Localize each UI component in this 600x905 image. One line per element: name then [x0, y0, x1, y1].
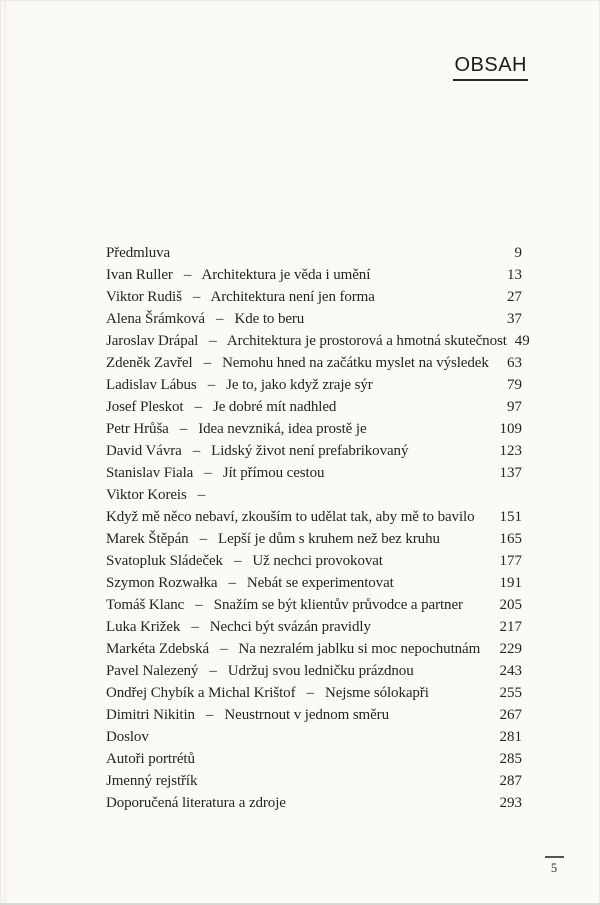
- toc-entry-text: Viktor Rudiš – Architektura není jen forma: [106, 289, 375, 305]
- toc-entry-page: 49: [514, 333, 530, 349]
- toc-entry-page: 177: [499, 553, 522, 569]
- toc-row: [106, 748, 522, 770]
- toc-entry-text: Jmenný rejstřík: [106, 773, 198, 789]
- toc-entry-page: 217: [499, 619, 522, 635]
- toc-row: [106, 594, 522, 616]
- toc-entry-page: 285: [499, 751, 522, 767]
- toc-entry-text: Pavel Nalezený – Udržuj svou ledničku prázdnou: [106, 663, 414, 679]
- toc-entry-page: 255: [499, 685, 522, 701]
- toc-row: [106, 484, 522, 506]
- toc-entry-text: Doporučená literatura a zdroje: [106, 795, 286, 811]
- toc-entry-text: Autoři portrétů: [106, 751, 195, 767]
- toc-entry-page: 267: [499, 707, 522, 723]
- toc-row: [106, 792, 522, 814]
- toc-entry-text: Viktor Koreis –: [106, 487, 206, 503]
- toc-entry-page: 9: [514, 245, 522, 261]
- toc-entry-text: Josef Pleskot – Je dobré mít nadhled: [106, 399, 337, 415]
- toc-entry-text: Alena Šrámková – Kde to beru: [106, 311, 305, 327]
- toc-entry-page: 243: [499, 663, 522, 679]
- toc-entry-text: Markéta Zdebská – Na nezralém jablku si moc nepochutnám: [106, 641, 481, 657]
- toc-entry-page: 137: [499, 465, 522, 481]
- toc-entry-text: Szymon Rozwałka – Nebát se experimentovat: [106, 575, 394, 591]
- toc-row: [106, 550, 522, 572]
- toc-row: [106, 528, 522, 550]
- toc-entry-page: 281: [499, 729, 522, 745]
- footer-rule: [545, 856, 564, 858]
- toc-row: [106, 704, 522, 726]
- toc-row: [106, 242, 522, 264]
- toc-entry-text: Tomáš Klanc – Snažím se být klientův průvodce a partner: [106, 597, 463, 613]
- toc-entry-text: Ivan Ruller – Architektura je věda i umění: [106, 267, 371, 283]
- toc-entry-page: 79: [507, 377, 522, 393]
- toc-row: [106, 286, 522, 308]
- toc-entry-page: 229: [499, 641, 522, 657]
- page-number: 5: [550, 861, 558, 875]
- toc-row: [106, 616, 522, 638]
- toc-entry-page: 27: [507, 289, 522, 305]
- toc-entry-text: Ondřej Chybík a Michal Krištof – Nejsme sólokapři: [106, 685, 429, 701]
- toc-entry-page: 165: [499, 531, 522, 547]
- toc-entry-page: 205: [499, 597, 522, 613]
- toc-entry-text: Doslov: [106, 729, 149, 745]
- toc-row: [106, 374, 522, 396]
- toc-entry-page: 191: [499, 575, 522, 591]
- toc-row: [106, 308, 522, 330]
- toc-entry-text: Předmluva: [106, 245, 171, 261]
- toc-row: [106, 440, 522, 462]
- toc-entry-text: Dimitri Nikitin – Neustrnout v jednom směru: [106, 707, 389, 723]
- toc-entry-text: Stanislav Fiala – Jít přímou cestou: [106, 465, 325, 481]
- toc-row: [106, 418, 522, 440]
- toc-entry-page: 287: [499, 773, 522, 789]
- toc-entry-text: Ladislav Lábus – Je to, jako když zraje sýr: [106, 377, 373, 393]
- toc-entry-text: Zdeněk Zavřel – Nemohu hned na začátku myslet na výsledek: [106, 355, 489, 371]
- toc-row: [106, 330, 530, 352]
- toc-row: [106, 462, 522, 484]
- toc-row: [106, 638, 522, 660]
- toc-entry-text: Marek Štěpán – Lepší je dům s kruhem než bez kruhu: [106, 531, 440, 547]
- toc-row: [106, 726, 522, 748]
- toc-row: [106, 682, 522, 704]
- toc-entry-text: Svatopluk Sládeček – Už nechci provokovat: [106, 553, 383, 569]
- toc-entry-page: 109: [499, 421, 522, 437]
- page-footer: [543, 856, 565, 875]
- toc-entry-page: 13: [507, 267, 522, 283]
- page-title: OBSAH: [453, 55, 528, 81]
- toc-entry-text: David Vávra – Lidský život není prefabrikovaný: [106, 443, 409, 459]
- toc-entry-text: Když mě něco nebaví, zkouším to udělat tak, aby mě to bavilo: [106, 509, 475, 525]
- toc-entry-page: 97: [507, 399, 522, 415]
- toc-entry-page: 293: [499, 795, 522, 811]
- toc-row: [106, 660, 522, 682]
- toc-entry-text: Luka Križek – Nechci být svázán pravidly: [106, 619, 371, 635]
- toc-entry-page: 63: [507, 355, 522, 371]
- toc-row: [106, 770, 522, 792]
- toc-row: [106, 396, 522, 418]
- toc-entry-page: 151: [499, 509, 522, 525]
- toc-entry-page: 123: [499, 443, 522, 459]
- toc-entry-page: 37: [507, 311, 522, 327]
- toc-row-continuation: [106, 506, 522, 528]
- toc-list: [106, 242, 530, 814]
- toc-entry-text: Petr Hrůša – Idea nevzniká, idea prostě je: [106, 421, 367, 437]
- toc-row: [106, 264, 522, 286]
- toc-entry-text: Jaroslav Drápal – Architektura je prostorová a hmotná skutečnost: [106, 333, 507, 349]
- toc-row: [106, 352, 522, 374]
- toc-row: [106, 572, 522, 594]
